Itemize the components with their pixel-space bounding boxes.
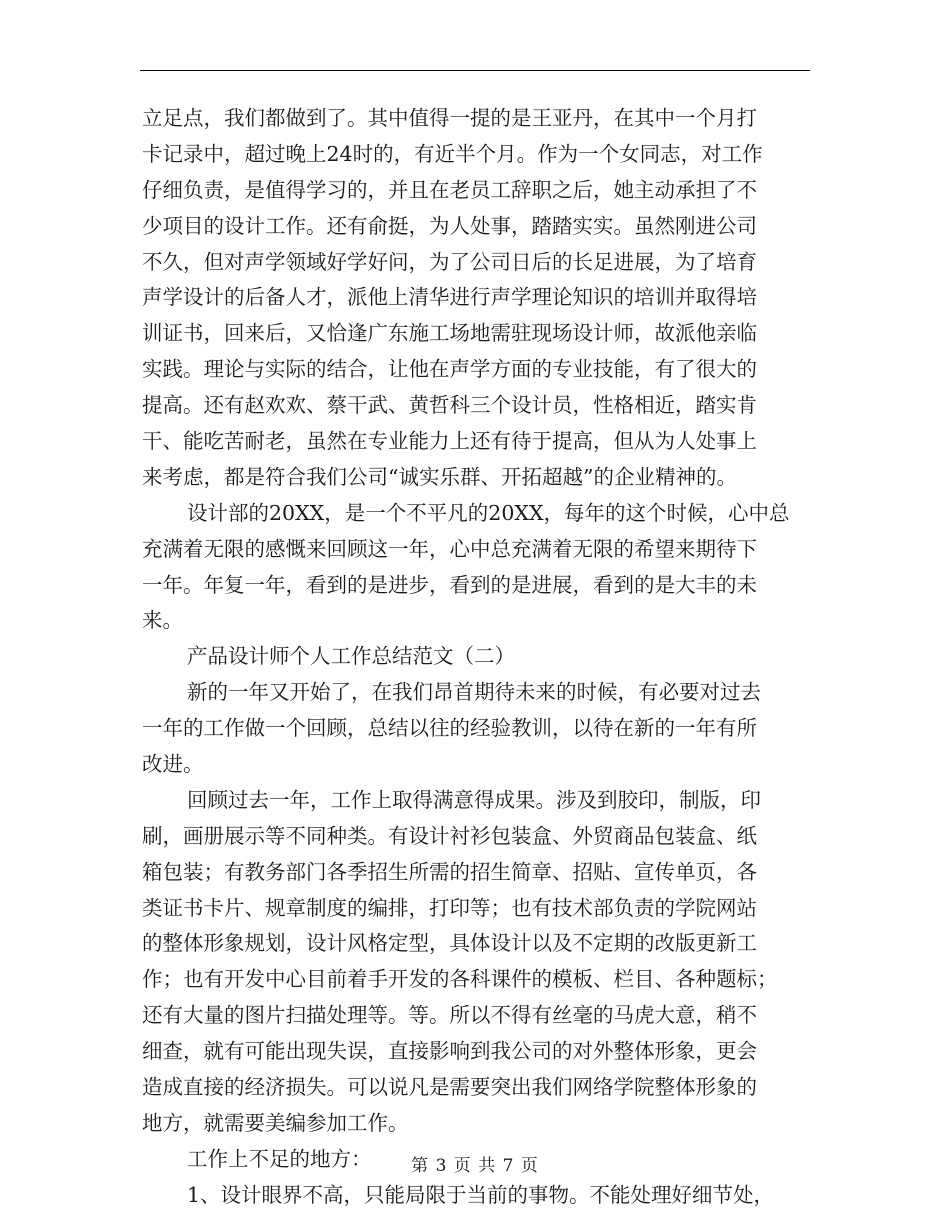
text-line: 1、设计眼界不高，只能局限于当前的事物。不能处理好细节处， — [187, 1182, 775, 1207]
text-line: 设计部的20XX，是一个不平凡的20XX，每年的这个时候，心中总 — [187, 500, 790, 525]
text-line: 刷，画册展示等不同种类。有设计衬衫包装盒、外贸商品包装盒、纸 — [142, 823, 757, 848]
page-number: 第 3 页 共 7 页 — [411, 1156, 539, 1176]
document-body — [142, 101, 814, 1214]
text-line: 来。 — [142, 608, 183, 633]
text-line: 训证书，回来后，又恰逢广东施工场地需驻现场设计师，故派他亲临 — [142, 321, 757, 346]
text-line: 作；也有开发中心目前着手开发的各科课件的模板、栏目、各种题标； — [142, 967, 778, 992]
text-line: 类证书卡片、规章制度的编排，打印等；也有技术部负责的学院网站 — [142, 895, 757, 920]
text-line: 仔细负责，是值得学习的，并且在老员工辞职之后，她主动承担了不 — [142, 177, 757, 202]
text-line: 卡记录中，超过晚上24时的，有近半个月。作为一个女同志，对工作 — [142, 141, 763, 166]
text-line: 造成直接的经济损失。可以说凡是需要突出我们网络学院整体形象的 — [142, 1075, 757, 1100]
text-line: 新的一年又开始了，在我们昂首期待未来的时候，有必要对过去 — [187, 680, 761, 705]
text-line: 实践。理论与实际的结合，让他在声学方面的专业技能，有了很大的 — [142, 357, 757, 382]
text-line: 还有大量的图片扫描处理等。等。所以不得有丝毫的马虎大意，稍不 — [142, 1003, 757, 1028]
text-line: 回顾过去一年，工作上取得满意得成果。涉及到胶印，制版，印 — [187, 787, 761, 812]
text-line: 不久，但对声学领域好学好问，为了公司日后的长足进展，为了培育 — [142, 249, 757, 274]
text-line: 少项目的设计工作。还有俞挺，为人处事，踏踏实实。虽然刚进公司 — [142, 213, 757, 238]
text-line: 细查，就有可能出现失误，直接影响到我公司的对外整体形象，更会 — [142, 1039, 757, 1064]
section-heading: 产品设计师个人工作总结范文（二） — [187, 644, 515, 669]
text-line: 箱包装；有教务部门各季招生所需的招生简章、招贴、宣传单页，各 — [142, 859, 757, 884]
text-line: 立足点，我们都做到了。其中值得一提的是王亚丹，在其中一个月打 — [142, 106, 757, 130]
text-line: 来考虑，都是符合我们公司“诚实乐群、开拓超越”的企业精神的。 — [142, 464, 737, 489]
text-line: 提高。还有赵欢欢、蔡干武、黄哲科三个设计员，性格相近，踏实肯 — [142, 393, 757, 418]
text-line: 干、能吃苦耐老，虽然在专业能力上还有待于提高，但从为人处事上 — [142, 429, 757, 454]
text-line: 工作上不足的地方： — [187, 1146, 372, 1171]
text-line: 一年的工作做一个回顾，总结以往的经验教训，以待在新的一年有所 — [142, 716, 757, 741]
header-divider — [140, 70, 810, 71]
text-line: 声学设计的后备人才，派他上清华进行声学理论知识的培训并取得培 — [142, 285, 757, 310]
text-line: 的整体形象规划，设计风格定型，具体设计以及不定期的改版更新工 — [142, 931, 757, 956]
text-line: 改进。 — [142, 752, 204, 777]
text-line: 充满着无限的感慨来回顾这一年，心中总充满着无限的希望来期待下 — [142, 536, 757, 561]
text-line: 一年。年复一年，看到的是进步，看到的是进展，看到的是大丰的未 — [142, 572, 757, 597]
text-line: 地方，就需要美编参加工作。 — [142, 1110, 409, 1135]
